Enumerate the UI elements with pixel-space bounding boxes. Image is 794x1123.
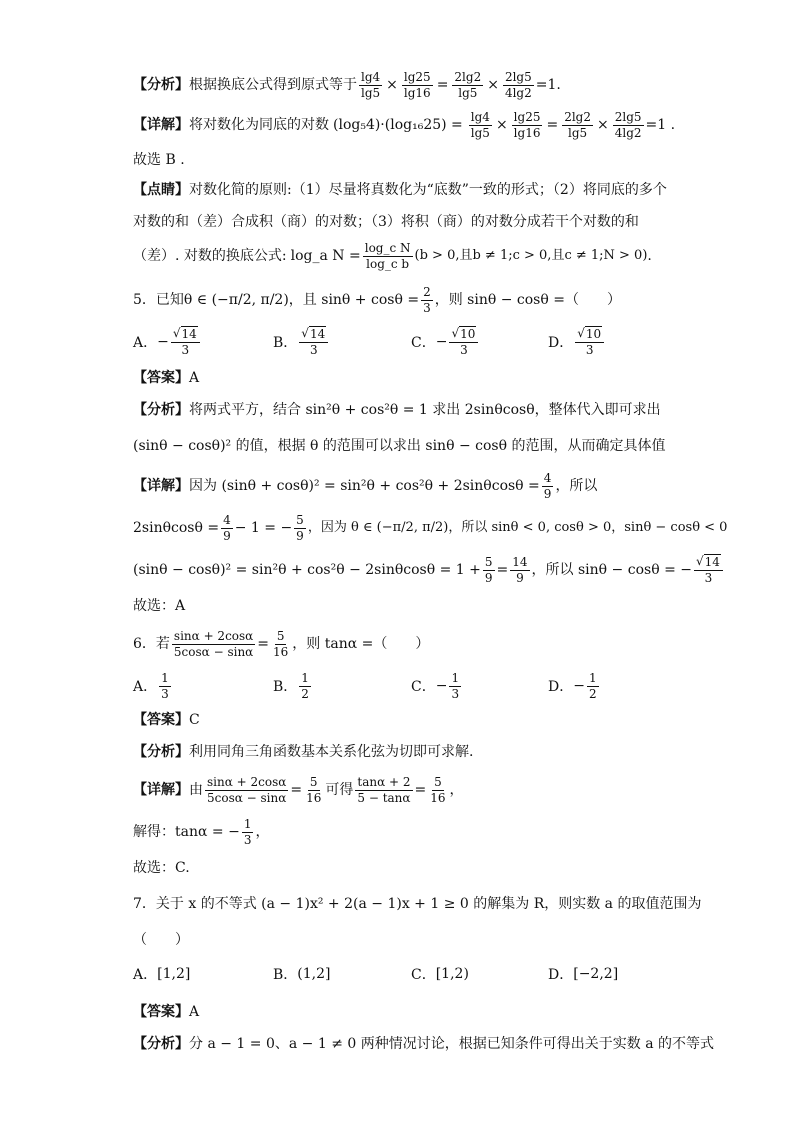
choose-text: 故选 B . <box>133 152 185 168</box>
answer-tag: 【答案】 <box>133 1004 189 1020</box>
answer-value: A <box>189 370 200 386</box>
choose-6 <box>133 858 734 878</box>
fraction: $\frac{\lg 4}{\lg 5}$ <box>470 109 490 140</box>
hint-text: 对数的和（差）合成积（商）的对数；（3）将积（商）的对数分成若干个对数的和 <box>133 214 639 230</box>
hint-line-1 <box>133 180 734 200</box>
answer-7 <box>133 1002 734 1022</box>
fraction: $\frac{2\lg 5}{4\lg 2}$ <box>614 109 642 140</box>
hint-line-3: （差）. 对数的换底公式: log_a N = $\frac{\text{log\_c N}}{\text{log\_c b}}$ (b > 0,且b ≠ 1;c > 0,且c ≠ 1;N > 0) . <box>133 240 652 271</box>
log-formula-condition: (b > 0,且b ≠ 1;c > 0,且c ≠ 1;N > 0) <box>414 248 648 263</box>
fraction: $\frac{\lg 4}{\lg 5}$ <box>361 69 381 100</box>
option-a[interactable]: A． − √ 14 3 <box>133 322 202 362</box>
answer-tag: 【答案】 <box>133 712 189 728</box>
option-b[interactable]: B． (1,2] <box>273 966 331 983</box>
analysis-q4: 【分析】 根据换底公式得到原式等于 $\frac{\lg 4}{\lg 5}$ × $\frac{\lg 25}{\lg 16}$ = $\frac{2\lg 2}{\lg 5}$ × $\frac{2\lg 5}{4\lg 2}$ =1. <box>133 69 561 100</box>
question-5: 5．已知θ ∈ (−π/2, π/2)，且 sinθ + cosθ = $\frac{2}{3}$ ，则 sinθ − cosθ =（ ） <box>133 284 621 315</box>
question-7-line-2: （ ） <box>133 932 189 948</box>
result: =1 . <box>645 117 676 133</box>
question-7-options <box>133 954 733 994</box>
analysis-tag: 【分析】 <box>133 402 189 418</box>
hint-text: （差）. 对数的换底公式: <box>133 248 287 264</box>
analysis-text: (sinθ − cosθ)² 的值，根据 θ 的范围可以求出 sinθ − cosθ 的范围，从而确定具体值 <box>133 438 666 454</box>
fraction: $\frac{2\lg 5}{4\lg 2}$ <box>504 69 532 100</box>
fraction: $\frac{2\lg 2}{\lg 5}$ <box>454 69 482 100</box>
choose-q4 <box>133 150 734 170</box>
hint-tag: 【点睛】 <box>133 182 189 198</box>
detail-text: 将对数化为同底的对数 <box>189 117 329 133</box>
log-expression: (log₅4)·(log₁₆25) = <box>333 117 463 133</box>
answer-value: C <box>189 712 200 728</box>
question-text: 5．已知θ ∈ (−π/2, π/2)，且 sinθ + cosθ = <box>133 292 420 308</box>
option-d[interactable]: D． [−2,2] <box>548 966 619 983</box>
detail-tag: 【详解】 <box>133 478 189 494</box>
option-c[interactable]: C． − √ 10 3 <box>411 322 480 362</box>
fraction: $\frac{2\lg 2}{\lg 5}$ <box>564 109 591 140</box>
question-5-options <box>133 322 733 362</box>
question-6: 6．若 $\frac{\sin\alpha + 2\cos\alpha}{5\cos\alpha - \sin\alpha}$ = $\frac{5}{16}$ ，则 tanα =（ ） <box>133 628 430 659</box>
fraction: $\frac{\lg 25}{\lg 16}$ <box>513 109 541 140</box>
fraction: $\frac{2}{3}$ <box>423 284 431 315</box>
choose-text: 故选：C. <box>133 860 190 876</box>
log-formula-lhs: log_a N = <box>290 248 361 264</box>
analysis-5-line-2 <box>133 436 734 456</box>
analysis-text: 将两式平方，结合 sin²θ + cos²θ = 1 求出 2sinθcosθ，整体代入即可求出 <box>189 402 661 418</box>
answer-tag: 【答案】 <box>133 370 189 386</box>
option-b[interactable]: B． √ 14 3 <box>273 322 330 362</box>
option-a[interactable]: A． [1,2] <box>133 966 191 983</box>
detail-6: 【详解】 由 $\frac{\sin\alpha + 2\cos\alpha}{5\cos\alpha - \sin\alpha}$ = $\frac{5}{16}$ 可得 $\frac{\tan\alpha + 2}{5 - \tan\alpha}$ = $\frac{5}{16}$ ， <box>133 774 464 805</box>
answer-6 <box>133 710 734 730</box>
question-text: 7．关于 x 的不等式 (a − 1)x² + 2(a − 1)x + 1 ≥ 0 的解集为 R，则实数 a 的取值范围为 <box>133 896 702 912</box>
analysis-text: 根据换底公式得到原式等于 <box>189 77 357 93</box>
fraction: $\frac{\lg 25}{\lg 16}$ <box>403 69 431 100</box>
analysis-tag: 【分析】 <box>133 77 189 93</box>
analysis-tag: 【分析】 <box>133 1036 189 1052</box>
question-6-options <box>133 666 733 706</box>
detail-q4: 【详解】 将对数化为同底的对数 (log₅4)·(log₁₆25) = $\frac{\lg 4}{\lg 5}$ × $\frac{\lg 25}{\lg 16}$ = $\frac{2\lg 2}{\lg 5}$ × $\frac{2\lg 5}{4\lg 2}$ =1 . <box>133 109 676 140</box>
analysis-text: 利用同角三角函数基本关系化弦为切即可求解. <box>189 744 474 760</box>
option-a[interactable]: A． $\frac{1}{3}$ <box>133 670 169 701</box>
answer-5 <box>133 368 734 388</box>
analysis-tag: 【分析】 <box>133 744 189 760</box>
analysis-7 <box>133 1034 734 1054</box>
option-c[interactable]: C． − $\frac{1}{3}$ <box>411 670 460 701</box>
choose-text: 故选：A <box>133 598 186 614</box>
detail-5-line-2: 2sinθcosθ = $\frac{4}{9}$ − 1 = − $\frac{5}{9}$ ，因为 θ ∈ (−π/2, π/2)，所以 sinθ < 0, cosθ > 0，sinθ − cosθ < 0 <box>133 512 728 543</box>
analysis-6 <box>133 742 734 762</box>
option-d[interactable]: D． − $\frac{1}{2}$ <box>548 670 597 701</box>
answer-value: A <box>189 1004 200 1020</box>
detail-5-line-3: (sinθ − cosθ)² = sin²θ + cos²θ − 2sinθcosθ = 1 + $\frac{5}{9}$ = $\frac{14}{9}$ ，所以 sinθ − cosθ = − √ 14 3 <box>133 552 734 588</box>
hint-text: 对数化简的原则:（1）尽量将真数化为“底数”一致的形式；（2）将同底的多个 <box>189 182 667 198</box>
hint-line-2 <box>133 212 734 232</box>
detail-tag: 【详解】 <box>133 782 189 798</box>
option-d[interactable]: D． √ 10 3 <box>548 322 606 362</box>
question-7-line-1 <box>133 894 734 914</box>
analysis-5-line-1 <box>133 400 734 420</box>
option-b[interactable]: B． $\frac{1}{2}$ <box>273 670 309 701</box>
detail-tag: 【详解】 <box>133 117 189 133</box>
choose-5 <box>133 596 734 616</box>
fraction: $\frac{\text{log\_c N}}{\text{log\_c b}}$ <box>364 240 411 271</box>
option-c[interactable]: C． [1,2) <box>411 966 469 983</box>
solve-6: 解得：tanα = − $\frac{1}{3}$ ， <box>133 816 270 847</box>
analysis-text: 分 a − 1 = 0、a − 1 ≠ 0 两种情况讨论，根据已知条件可得出关于实数 a 的不等式 <box>189 1036 714 1052</box>
detail-5-line-1: 【详解】 因为 (sinθ + cosθ)² = sin²θ + cos²θ + 2sinθcosθ = $\frac{4}{9}$ ，所以 <box>133 470 598 501</box>
result: =1. <box>535 77 561 93</box>
